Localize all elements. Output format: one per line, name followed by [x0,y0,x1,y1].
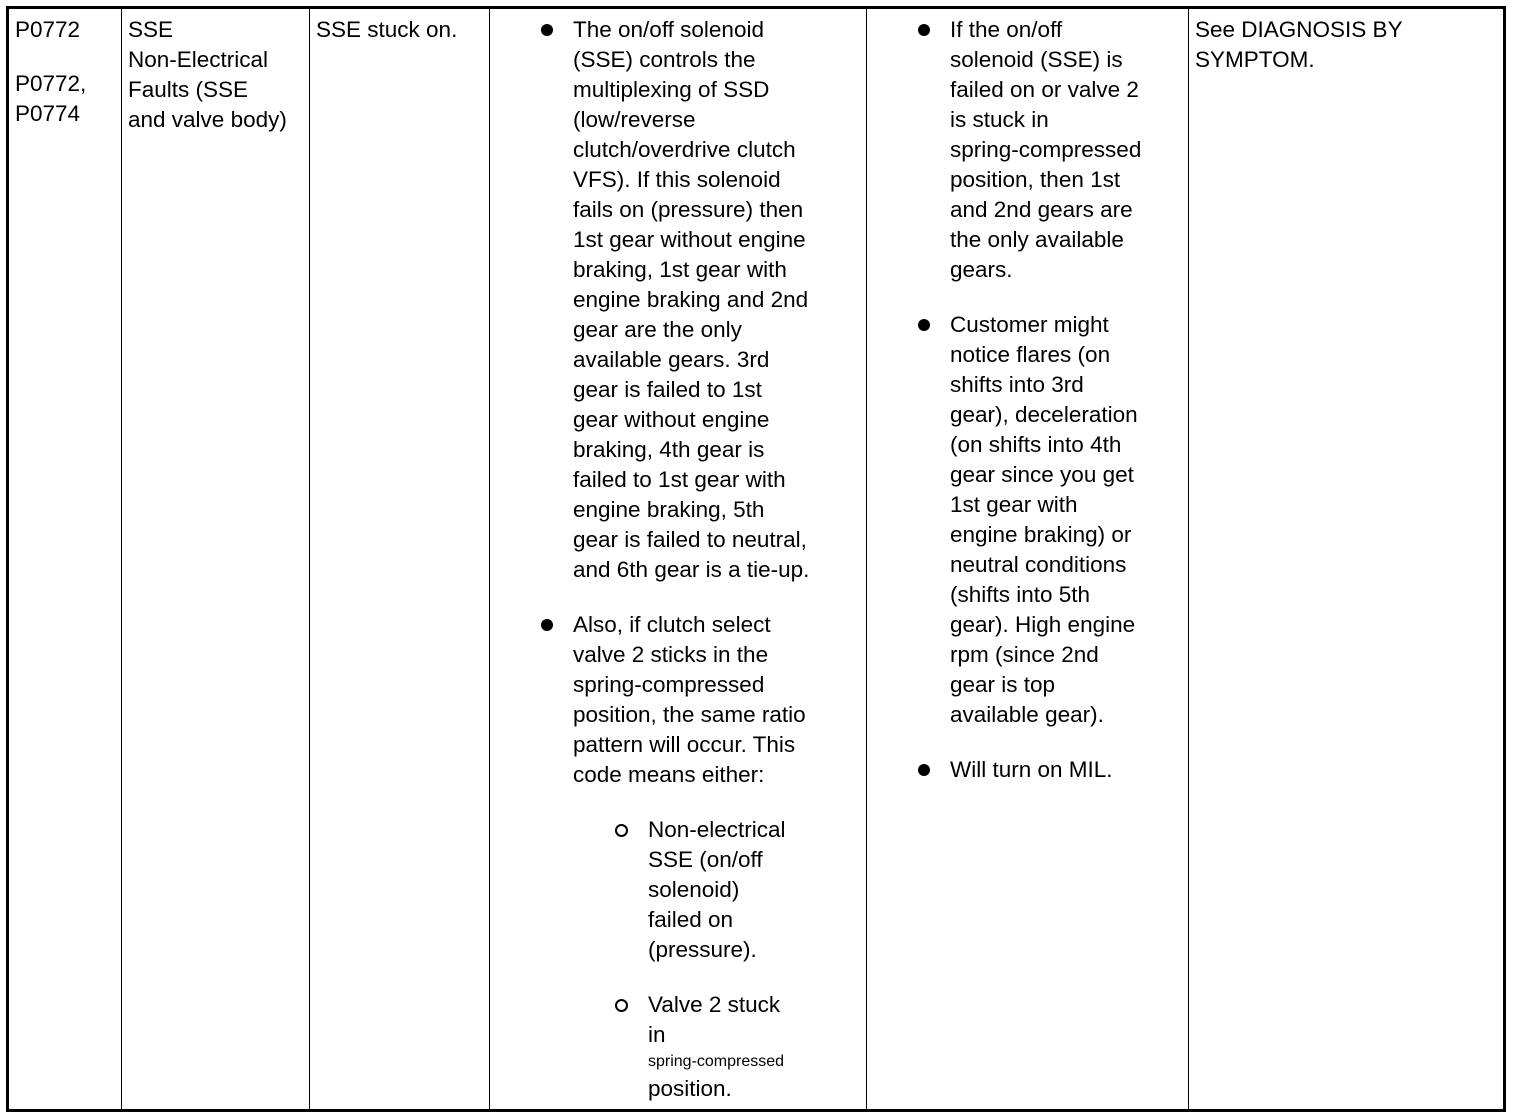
text-line: spring-compressed [573,672,765,697]
text-line: (pressure). [648,937,757,962]
text-line: Customer might [950,312,1109,337]
text-line: (low/reverse [573,107,696,132]
text-line: and 2nd gears are [950,197,1133,222]
text-line: The on/off solenoid [573,17,764,42]
dtc-code: P0774 [15,101,81,126]
text-line: neutral conditions [950,552,1127,577]
text-line: valve 2 sticks in the [573,642,769,667]
text-line: gear). High engine [950,612,1136,637]
text-line: available gears. 3rd [573,347,770,372]
text-line: gear are the only [573,317,742,342]
description-line: Non-Electrical [128,47,269,72]
description-cell [121,9,309,1109]
description-line: SSE [128,17,174,42]
bullet-circle-icon [615,824,628,837]
dtc-code-cell [9,9,121,1109]
text-line: Will turn on MIL. [950,757,1113,782]
result-bullet-3 [950,755,1113,785]
text-line: engine braking and 2nd [573,287,809,312]
text-line: shifts into 3rd [950,372,1084,397]
bullet-dot-icon [918,764,930,776]
text-line: Non-electrical [648,817,786,842]
text-line: braking, 4th gear is [573,437,765,462]
text-line: multiplexing of SSD [573,77,770,102]
text-line: gear is failed to neutral, [573,527,807,552]
text-line: gear is top [950,672,1056,697]
result-cell [866,9,1188,1109]
condition-text: SSE stuck on. [316,17,458,42]
text-line: spring-compressed [950,137,1142,162]
bullet-dot-icon [918,24,930,36]
text-line: Valve 2 stuck [648,992,781,1017]
text-line: gear is failed to 1st [573,377,762,402]
text-line: braking, 1st gear with [573,257,787,282]
text-line: failed on or valve 2 [950,77,1139,102]
text-line: position, the same ratio [573,702,806,727]
text-line: VFS). If this solenoid [573,167,781,192]
explanation-sub-bullet-1 [648,815,786,965]
text-line: and 6th gear is a tie-up. [573,557,810,582]
condition-cell [309,9,489,1109]
bullet-dot-icon [918,319,930,331]
text-line: solenoid (SSE) is [950,47,1123,72]
action-cell [1188,9,1506,1109]
text-line: the only available [950,227,1124,252]
text-line: SSE (on/off [648,847,763,872]
text-line: failed on [648,907,734,932]
text-line: failed to 1st gear with [573,467,786,492]
text-line: engine braking, 5th [573,497,765,522]
text-line: If the on/off [950,17,1063,42]
dtc-table [6,6,1506,1112]
text-line: gear without engine [573,407,770,432]
dtc-code: P0772 [15,17,81,42]
text-line: gears. [950,257,1013,282]
action-line: See DIAGNOSIS BY [1195,17,1403,42]
text-line: position. [648,1076,732,1101]
text-line: is stuck in [950,107,1049,132]
result-bullet-1 [950,15,1141,285]
explanation-bullet-2 [573,610,806,790]
text-line: (SSE) controls the [573,47,756,72]
explanation-bullet-1 [573,15,809,585]
bullet-dot-icon [541,619,553,631]
text-line: code means either: [573,762,765,787]
bullet-circle-icon [615,999,628,1012]
text-line: position, then 1st [950,167,1121,192]
text-line: (shifts into 5th [950,582,1091,607]
text-line: rpm (since 2nd [950,642,1099,667]
text-line: gear), deceleration [950,402,1138,427]
text-line: gear since you get [950,462,1134,487]
description-line: Faults (SSE [128,77,249,102]
dtc-code: P0772, [15,71,87,96]
text-line: spring-compressed [648,1053,785,1070]
text-line: (on shifts into 4th [950,432,1122,457]
text-line: engine braking) or [950,522,1132,547]
text-line: clutch/overdrive clutch [573,137,796,162]
result-bullet-2 [950,310,1138,730]
text-line: fails on (pressure) then [573,197,804,222]
text-line: available gear). [950,702,1104,727]
text-line: Also, if clutch select [573,612,771,637]
text-line: solenoid) [648,877,740,902]
action-line: SYMPTOM. [1195,47,1315,72]
text-line: 1st gear with [950,492,1078,517]
explanation-cell [489,9,866,1109]
text-line: 1st gear without engine [573,227,806,252]
text-line: pattern will occur. This [573,732,796,757]
description-line: and valve body) [128,107,287,132]
text-line: notice flares (on [950,342,1111,367]
text-line: in [648,1022,666,1047]
explanation-sub-bullet-2 [648,990,784,1104]
bullet-dot-icon [541,24,553,36]
